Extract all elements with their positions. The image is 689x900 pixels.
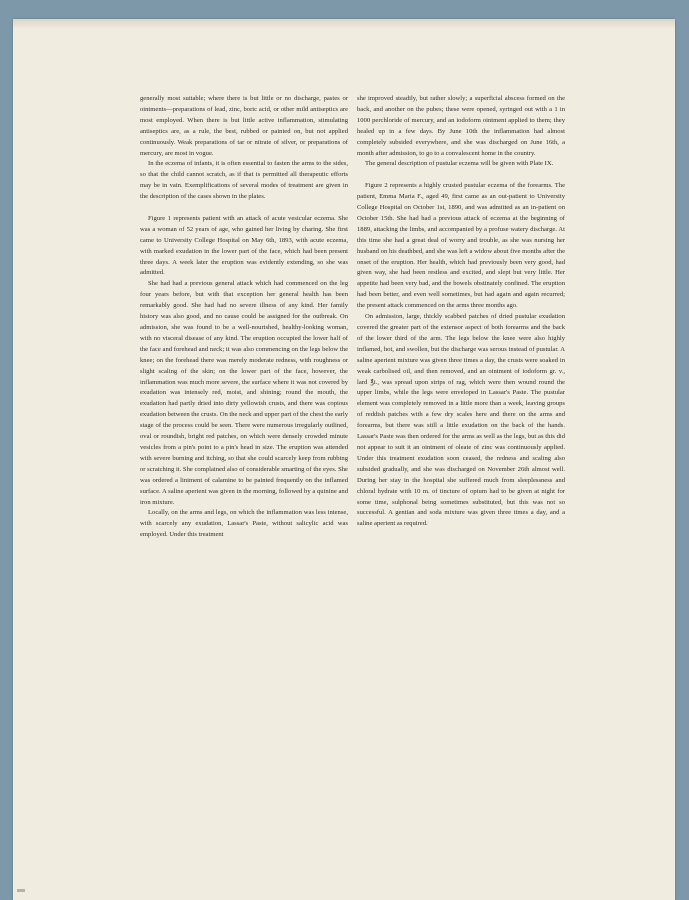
paragraph: generally most suitable; where there is but little or no discharge, pastes or ointments—preparations of lead, zinc, boric acid, or other mild antiseptics are most employed. When there is but little active inflammation, stimulating antiseptics are, as a rule, the best, rubbed or painted on, but not applied continuously. Weak preparations of tar or nitrate of silver, or preparations of mercury, are most in vogue. [140,95,348,157]
paragraph: Figure 1 represents patient with an attack of acute vesicular eczema. She was a woman of 52 years of age, who gained her living by charing. She first came to University College Hospital on May 6th, 1893, with acute eczema, with marked exudation in the lower part of the face, which had been present three days. A week later the eruption was evidently extending, so she was admitted. [140,214,348,277]
paragraph: The general description of pustular eczema will be given with Plate IX. [365,160,554,168]
paragraph: Locally, on the arms and legs, on which the inflammation was less intense, with scarcely any exudation, Lassar's Paste, without salicylic acid was employed. Under this treatment [140,509,348,539]
paper-corner-mark [17,889,25,892]
page-sheet [13,19,675,900]
paragraph: Figure 2 represents a highly crusted pustular eczema of the forearms. The patient, Emma Maria F., aged 49, first came as an out-patient to University College Hospital on October 1st, 1890, and was admitted as an in-patient on October 15th. She had had a previous attack of eczema at the beginning of 1889, attacking the limbs, and accompanied by a profuse watery discharge. At this time she had a great deal of worry and trouble, as she was nursing her husband on his deathbed, and she was left a widow about five months after the onset of the eruption. Her health, which had previously been very good, had given way, she had been restless and excited, and slept but very little. Her appetite had been very bad, and the bowels obstinately confined. The eruption had been better, and even well sometimes, but had again and again recurred; the present attack commenced on the arms three months ago. [357,182,565,310]
paragraph: She had had a previous general attack which had commenced on the leg four years before, but with that exception her general health has been remarkably good. She had had no severe illness of any kind. Her family history was also good, and no cause could be assigned for the outbreak. On admission, she was found to be a well-nourished, healthy-looking woman, with no visceral disease of any kind. The eruption occupied the lower half of the face and forehead and neck; it was also commencing on the legs below the knee; on the forehead there was merely moderate redness, with roughness or slight scaling of the skin; on the lower part of the face, however, the inflammation was much more severe, the surface where it was not covered by exudation was intensely red, moist, and shining; round the mouth, the exudation had partly dried into dirty yellowish crusts, and there was copious exudation between the crusts. On the neck and upper part of the chest the early stage of the process could be seen. There were numerous irregularly outlined, oval or roundish, bright red patches, on which were densely crowded minute vesicles from a pin's point to a pin's head in size. The eruption was attended with severe burning and itching, so that she could scarcely keep from rubbing or scratching it. She complained also of considerable smarting of the eyes. She was ordered a liniment of calamine to be painted frequently on the inflamed surface. A saline aperient was given in the morning, followed by a quinine and iron mixture. [140,280,348,506]
paragraph: In the eczema of infants, it is often essential to fasten the arms to the sides, so that the child cannot scratch, as if that is permitted all therapeutic efforts may be in vain. Exemplifications of several modes of treatment are given in the description of the cases shown in the plates. [140,160,348,201]
left-text-column [140,94,348,541]
paragraph: she improved steadily, but rather slowly; a superficial abscess formed on the back, and another on the pubes; these were opened, syringed out with a 1 in 1000 perchloride of mercury, and an iodoform ointment applied to them; they healed up in a few days. By June 10th the inflammation had almost completely subsided everywhere, and she was discharged on June 16th, a month after admission, to go to a convalescent home in the country. [357,95,565,157]
right-text-column [357,94,565,530]
paragraph: On admission, large, thickly scabbed patches of dried pustular exudation covered the greater part of the extensor aspect of both forearms and the back of the lower third of the arm. The legs below the knee were also highly inflamed, hot, and swollen, but the discharge was serous instead of pustular. A saline aperient mixture was given three times a day, the crusts were soaked in weak carbolised oil, and then removed, and an ointment of iodoform gr. v., lard ℥i., was spread upon strips of rag, which were then wound round the upper limbs, while the legs were enveloped in Lassar's Paste. The pustular element was completely removed in a little more than a week, leaving groups of reddish patches with a few dry scales here and there on the arms and forearms, but there was still a little exudation on the back of the hands. Lassar's Paste was then ordered for the arms as well as the legs, but as this did not appear to suit it an ointment of oleate of zinc was continuously applied. Under this treatment exudation soon ceased, the redness and scaling also subsided gradually, and she was discharged on November 26th almost well. During her stay in the hospital she suffered much from sleeplessness and chloral hydrate with 10 m. of tincture of opium had to be given at night for some time, sulphonal being sometimes substituted, but this was not so successful. A gentian and soda mixture was given three times a day, and a saline aperient as required. [357,313,565,528]
